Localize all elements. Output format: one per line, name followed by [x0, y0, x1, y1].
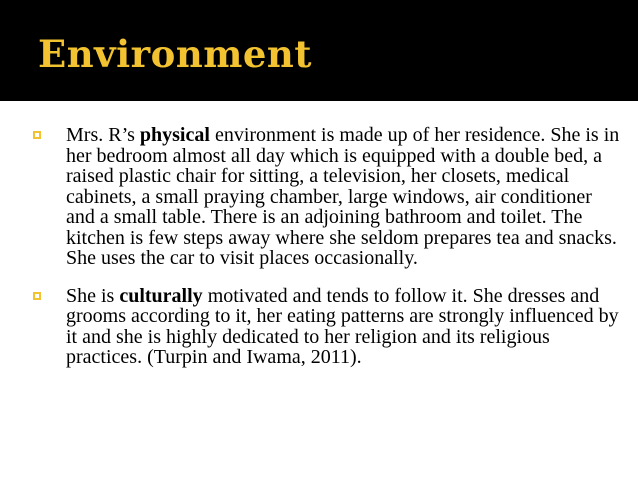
bullet-text-rest: motivated and tends to follow it. She dresses and grooms according to it, her eating patterns are strongly influenced by it and she is highly dedicated to her religion and its religious practices. (Turpin and Iwama, 2011). [66, 284, 619, 368]
bullet-text [66, 285, 619, 369]
title-bar [0, 0, 638, 101]
bullet-text [66, 124, 619, 269]
square-bullet-icon [33, 131, 41, 139]
bullet-item [30, 125, 620, 269]
bullet-emphasis: physical [139, 124, 210, 146]
bullet-text-rest: environment is made up of her residence. She is in her bedroom almost all day which is equipped with a double bed, a raised plastic chair for sitting, a television, her closets, medical cabinets, a small praying chamber, large windows, air conditioner and a small table. There is an adjoining bathroom and toilet. The kitchen is few steps away where she seldom prepares tea and snacks. She uses the car to visit places occasionally. [66, 124, 620, 269]
slide-body [30, 125, 620, 385]
bullet-text-lead: Mrs. R’s [66, 124, 140, 146]
bullet-item [30, 286, 620, 368]
bullet-text-lead: She is [66, 284, 120, 307]
square-bullet-icon [33, 292, 41, 300]
bullet-emphasis: culturally [119, 284, 203, 307]
slide-title: Environment [38, 32, 312, 76]
